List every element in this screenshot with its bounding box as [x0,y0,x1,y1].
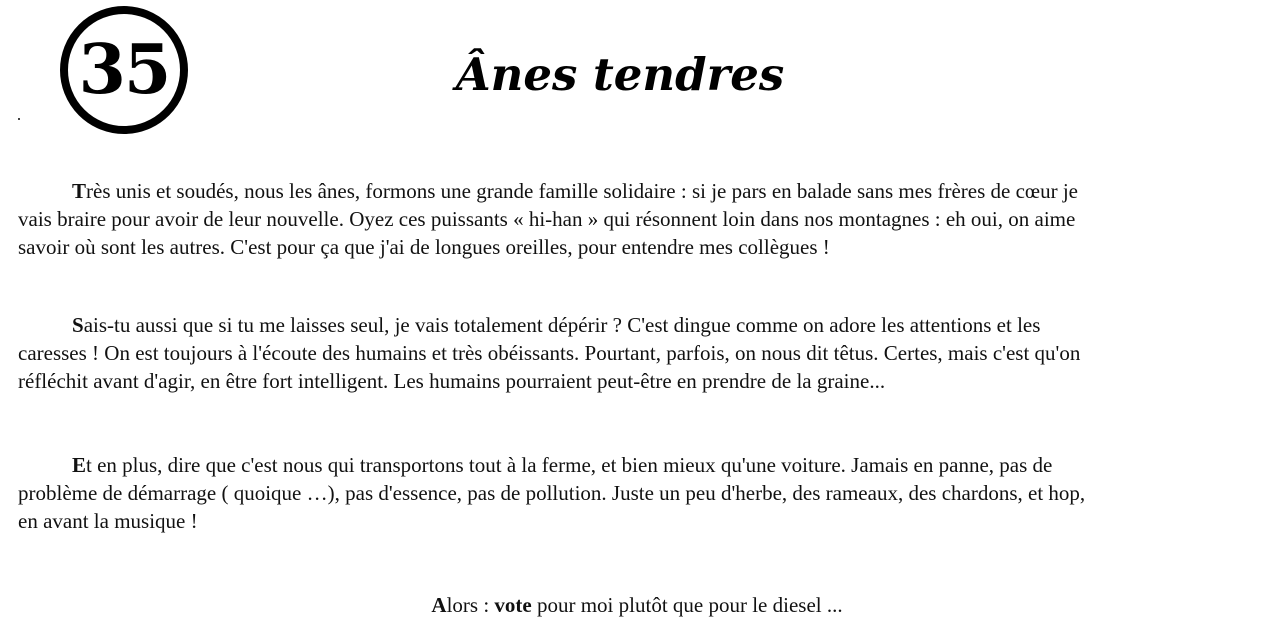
closing-line [0,591,1274,619]
number-badge [60,6,188,134]
paragraph-1 [18,177,1098,261]
closing-text-2: pour moi plutôt que pour le diesel ... [531,593,843,617]
page-title: Ânes tendres [455,48,785,101]
stray-dot [18,118,20,120]
paragraph-2-text: ais-tu aussi que si tu me laisses seul, je vais totalement dépérir ? C'est dingue comme on adore les attentions et les caresses ! On est toujours à l'écoute des humains et très obéissants. Pourtant, parfois, on nous dit têtus. Certes, mais c'est qu'on réfléchit avant d'agir, en être fort intelligent. Les humains pourraient peut-être en prendre de la graine... [18,313,1081,393]
badge-number: 35 [78,30,170,110]
paragraph-3 [18,451,1098,535]
closing-text-1: lors : [446,593,495,617]
closing-emphasis: vote [494,593,532,617]
paragraph-1-initial: T [72,179,87,203]
closing-initial: A [431,593,447,617]
paragraph-3-text: t en plus, dire que c'est nous qui transportons tout à la ferme, et bien mieux qu'une voiture. Jamais en panne, pas de problème de démarrage ( quoique …), pas d'essence, pas de pollution. Juste un peu d'herbe, des rameaux, des chardons, et hop, en avant la musique ! [18,453,1086,533]
paragraph-2 [18,311,1098,395]
paragraph-3-initial: E [72,453,87,477]
paragraph-2-initial: S [72,313,84,337]
paragraph-1-text: rès unis et soudés, nous les ânes, formons une grande famille solidaire : si je pars en balade sans mes frères de cœur je vais braire pour avoir de leur nouvelle. Oyez ces puissants « hi-han » qui résonnent loin dans nos montagnes : eh oui, on aime savoir où sont les autres. C'est pour ça que j'ai de longues oreilles, pour entendre mes collègues ! [18,179,1078,259]
